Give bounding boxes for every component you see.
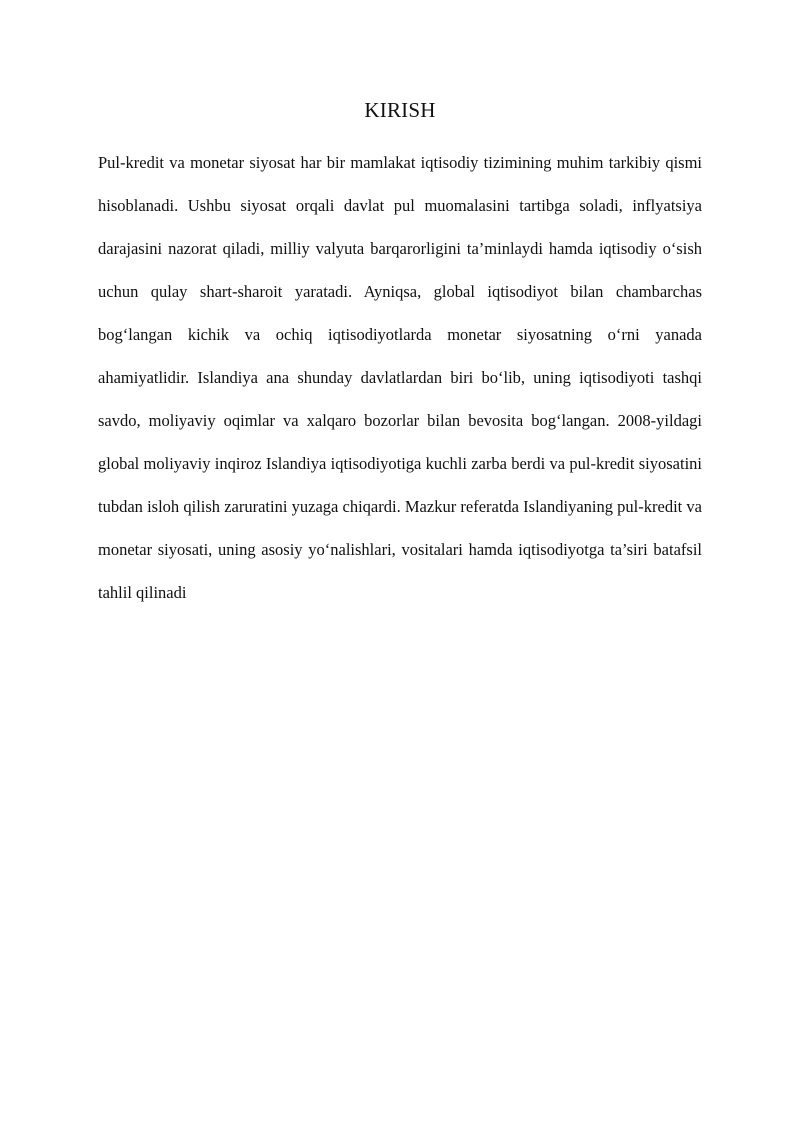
intro-paragraph: Pul-kredit va monetar siyosat har bir mamlakat iqtisodiy tizimining muhim tarkibiy qismi hisoblanadi. Ushbu siyosat orqali davlat pul muomalasini tartibga soladi, inflyatsiya darajasini nazorat qiladi, milliy valyuta barqarorligini ta’minlaydi hamda iqtisodiy o‘sish uchun qulay shart-sharoit yaratadi. Ayniqsa, global iqtisodiyot bilan chambarchas bog‘langan kichik va ochiq iqtisodiyotlarda monetar siyosatning o‘rni yanada ahamiyatlidir. Islandiya ana shunday davlatlardan biri bo‘lib, uning iqtisodiyoti tashqi savdo, moliyaviy oqimlar va xalqaro bozorlar bilan bevosita bog‘langan. 2008-yildagi global moliyaviy inqiroz Islandiya iqtisodiyotiga kuchli zarba berdi va pul-kredit siyosatini tubdan isloh qilish zaruratini yuzaga chiqardi. Mazkur referatda Islandiyaning pul-kredit va monetar siyosati, uning asosiy yo‘nalishlari, vositalari hamda iqtisodiyotga ta’siri batafsil tahlil qilinadi bbox=[98, 153, 702, 602]
page-title: KIRISH bbox=[364, 98, 436, 122]
